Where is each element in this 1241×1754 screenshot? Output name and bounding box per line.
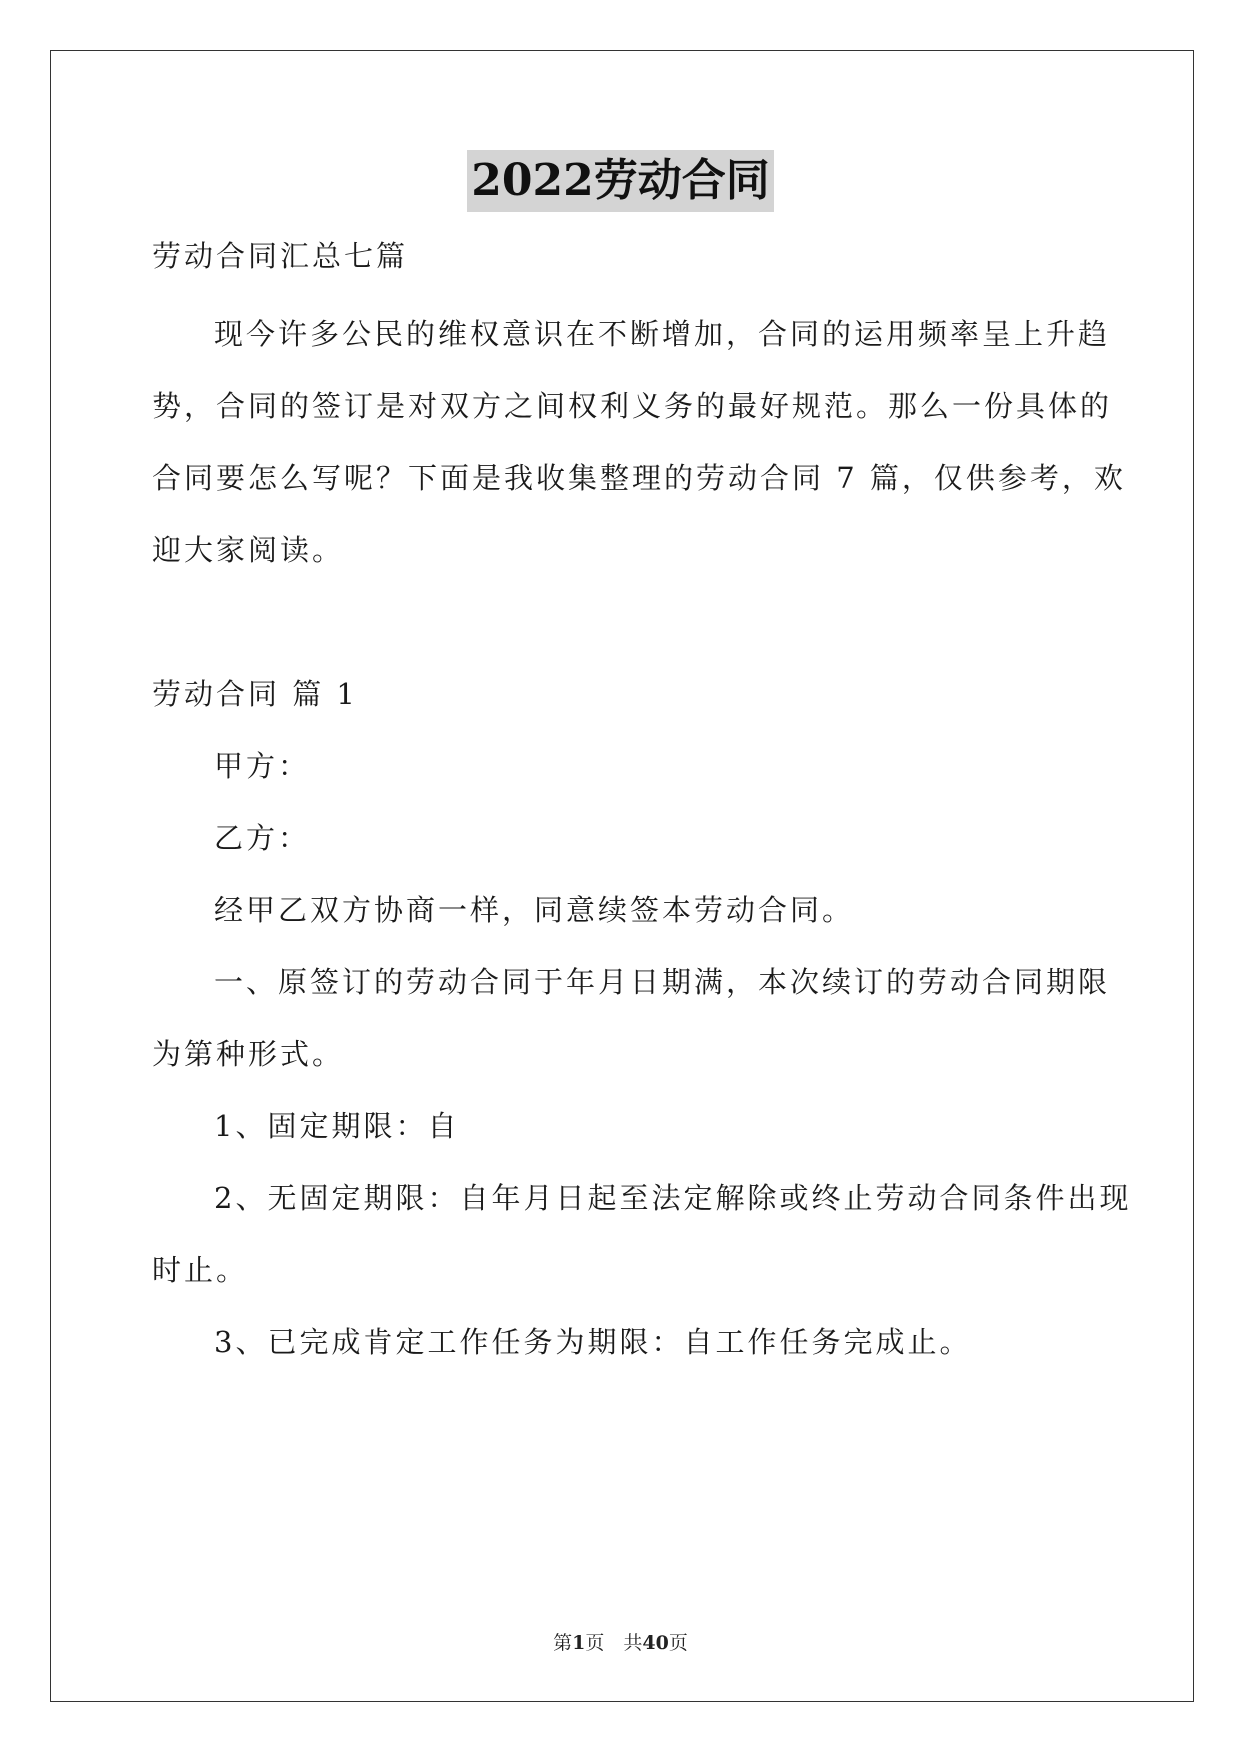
item-2-line-2: 时止。 <box>152 1253 249 1287</box>
item-2-line-1: 2、无固定期限：自年月日起至法定解除或终止劳动合同条件出现 <box>214 1181 1132 1215</box>
title-container <box>0 150 1241 212</box>
item-1-line: 1、固定期限：自 <box>214 1109 460 1143</box>
footer-middle: 页 共 <box>585 1632 643 1654</box>
party-a-line: 甲方： <box>214 749 311 783</box>
item-3-line: 3、已完成肯定工作任务为期限：自工作任务完成止。 <box>214 1325 972 1359</box>
footer-current-page: 1 <box>572 1632 586 1654</box>
footer-prefix: 第 <box>553 1632 573 1654</box>
intro-line-4: 迎大家阅读。 <box>152 533 345 567</box>
party-b-line: 乙方： <box>214 821 311 855</box>
subtitle: 劳动合同汇总七篇 <box>152 239 409 273</box>
agreement-line: 经甲乙双方协商一样，同意续签本劳动合同。 <box>214 893 855 927</box>
footer-total-pages: 40 <box>642 1632 669 1654</box>
section-heading: 劳动合同 篇 1 <box>152 677 358 711</box>
document-title: 2022劳动合同 <box>467 150 773 212</box>
intro-line-3: 合同要怎么写呢？下面是我收集整理的劳动合同 7 篇，仅供参考，欢 <box>152 461 1126 495</box>
page-border <box>50 50 1194 1702</box>
page-footer <box>0 1628 1241 1655</box>
footer-suffix: 页 <box>668 1632 688 1654</box>
clause-1-line-1: 一、原签订的劳动合同于年月日期满，本次续订的劳动合同期限 <box>214 965 1111 999</box>
clause-1-line-2: 为第种形式。 <box>152 1037 345 1071</box>
intro-line-1: 现今许多公民的维权意识在不断增加，合同的运用频率呈上升趋 <box>214 317 1111 351</box>
intro-line-2: 势，合同的签订是对双方之间权利义务的最好规范。那么一份具体的 <box>152 389 1113 423</box>
